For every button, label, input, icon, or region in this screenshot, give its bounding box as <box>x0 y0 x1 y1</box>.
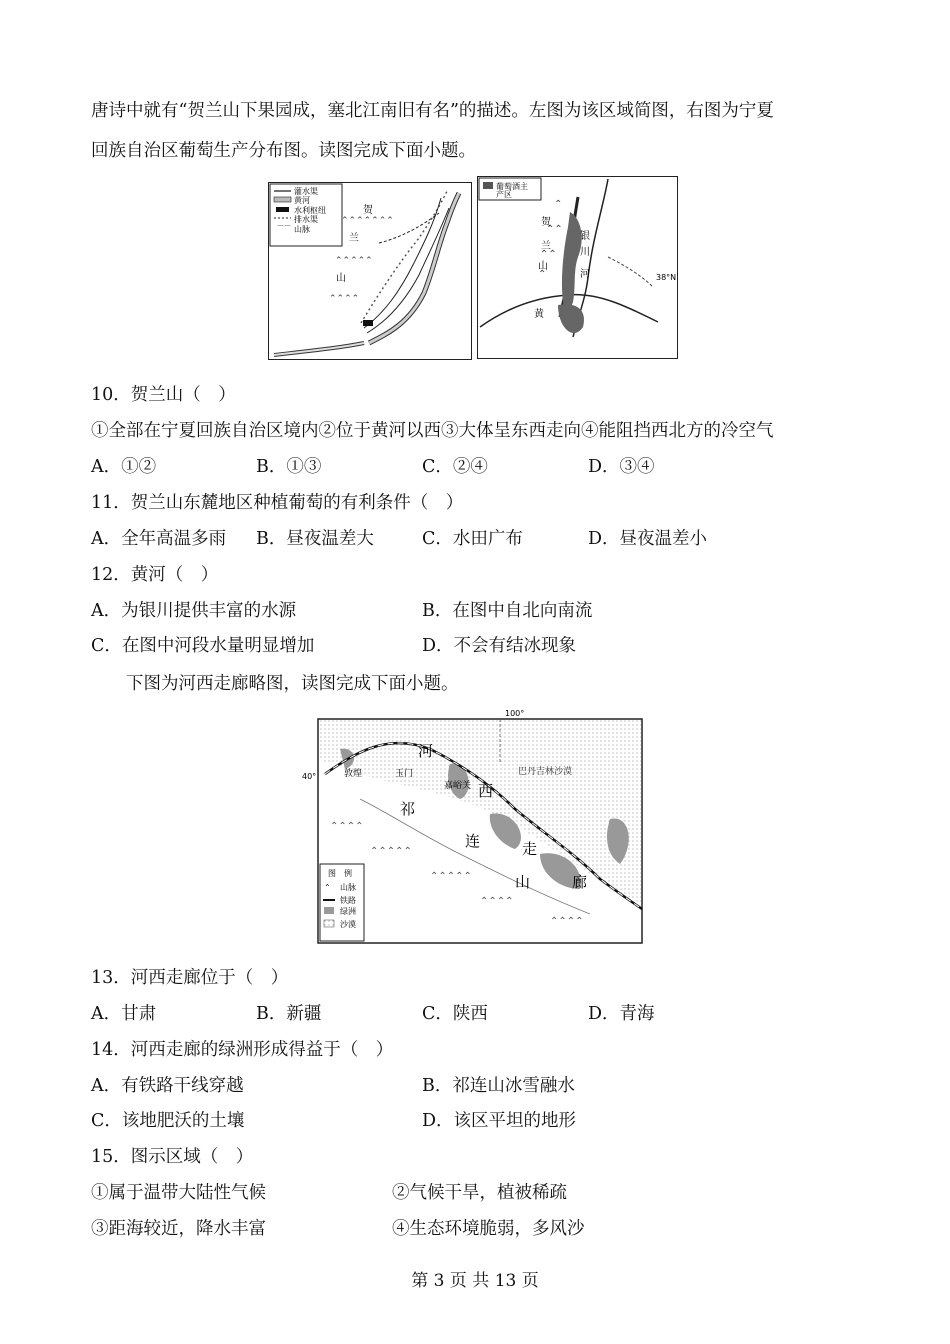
q13-option-a[interactable]: A．甘肃 <box>91 1004 157 1024</box>
legend-hydro-hub: 水利枢纽 <box>294 206 326 215</box>
label-chuan: 川 <box>580 247 590 258</box>
label-he: 贺 <box>363 205 373 216</box>
q10-stem: 10．贺兰山（ ） <box>91 385 236 405</box>
q11-option-a[interactable]: A．全年高温多雨 <box>91 529 227 549</box>
q10-option-b[interactable]: B．①③ <box>256 457 322 477</box>
legend-desert: 沙漠 <box>340 920 356 929</box>
q14-option-b[interactable]: B．祁连山冰雪融水 <box>422 1076 575 1096</box>
svg-text:⌃⌃⌃⌃: ⌃⌃⌃⌃ <box>480 896 514 907</box>
legend-wine-region-1: 葡萄酒主 <box>496 182 528 191</box>
svg-text:⌃⌃⌃⌃⌃: ⌃⌃⌃⌃⌃ <box>335 256 373 266</box>
q15-statement-3: ③距海较近，降水丰富 <box>91 1219 266 1239</box>
q15-stem: 15．图示区域（ ） <box>91 1147 254 1167</box>
q12-option-a[interactable]: A．为银川提供丰富的水源 <box>91 601 297 621</box>
label-lan: 兰 <box>541 241 551 252</box>
svg-text:⌃: ⌃ <box>324 883 331 892</box>
city-dunhuang: 敦煌 <box>344 769 363 779</box>
svg-text:⌃: ⌃ <box>538 269 547 280</box>
label-shan: 山 <box>336 273 346 284</box>
svg-text:⌃⌃⌃⌃: ⌃⌃⌃⌃ <box>330 821 364 832</box>
legend-title: 图 例 <box>328 869 352 878</box>
svg-text:⌃⌃⌃⌃: ⌃⌃⌃⌃ <box>550 916 584 927</box>
legend-irrigation: 灌水渠 <box>294 187 318 196</box>
label-lan: 兰 <box>349 233 359 244</box>
label-qi: 祁 <box>400 800 416 818</box>
q15-statement-1: ①属于温带大陆性气候 <box>91 1183 266 1203</box>
intro-line-1: 唐诗中就有“贺兰山下果园成，塞北江南旧有名”的描述。左图为该区域简图，右图为宁夏 <box>91 101 774 121</box>
page-footer: 第 3 页 共 13 页 <box>411 1271 539 1291</box>
label-river: 河 <box>580 269 590 280</box>
svg-text:⌃: ⌃ <box>554 199 563 210</box>
q10-statements: ①全部在宁夏回族自治区境内②位于黄河以西③大体呈东西走向④能阻挡西北方的冷空气 <box>91 421 774 441</box>
desert-badain-jaran: 巴丹吉林沙漠 <box>518 767 573 777</box>
q12-option-b[interactable]: B．在图中自北向南流 <box>422 601 593 621</box>
legend-wine-region-2: 产区 <box>496 190 512 199</box>
svg-text:⌒⌒: ⌒⌒ <box>277 225 291 233</box>
q12-option-d[interactable]: D．不会有结冰现象 <box>422 636 577 656</box>
legend-mountain: 山脉 <box>340 883 356 892</box>
legend-drainage: 排水渠 <box>294 215 318 224</box>
city-jiayuguan: 嘉峪关 <box>444 781 472 791</box>
q14-option-a[interactable]: A．有铁路干线穿越 <box>91 1076 244 1096</box>
label-xi-corridor: 西 <box>478 782 494 800</box>
q11-stem: 11．贺兰山东麓地区种植葡萄的有利条件（ ） <box>91 493 464 513</box>
q15-statement-2: ②气候干旱，植被稀疏 <box>392 1183 567 1203</box>
svg-text:⌃⌃⌃⌃⌃: ⌃⌃⌃⌃⌃ <box>370 846 412 857</box>
q11-option-b[interactable]: B．昼夜温差大 <box>256 529 374 549</box>
label-yellow: 黄 <box>534 309 544 320</box>
intro-line-2: 回族自治区葡萄生产分布图。读图完成下面小题。 <box>91 141 476 161</box>
svg-text:⌃⌃⌃⌃⌃: ⌃⌃⌃⌃⌃ <box>430 871 472 882</box>
q11-option-c[interactable]: C．水田广布 <box>422 529 523 549</box>
q11-option-d[interactable]: D．昼夜温差小 <box>588 529 708 549</box>
intro-hexi: 下图为河西走廊略图，读图完成下面小题。 <box>126 674 459 694</box>
label-shan: 山 <box>515 873 531 891</box>
q15-statement-4: ④生态环境脆弱，多风沙 <box>392 1219 585 1239</box>
q10-option-c[interactable]: C．②④ <box>422 457 488 477</box>
q12-option-c[interactable]: C．在图中河段水量明显增加 <box>91 636 315 656</box>
q13-option-c[interactable]: C．陕西 <box>422 1004 488 1024</box>
q13-stem: 13．河西走廊位于（ ） <box>91 968 289 988</box>
label-he-corridor: 河 <box>418 742 434 760</box>
legend-yellow-river: 黄河 <box>294 196 310 205</box>
svg-text:⌃⌃⌃⌃⌃⌃⌃: ⌃⌃⌃⌃⌃⌃⌃ <box>341 216 394 226</box>
label-lang: 廊 <box>572 873 588 891</box>
q10-option-d[interactable]: D．③④ <box>588 457 655 477</box>
parallel-40: 40° <box>302 772 317 781</box>
label-lian: 连 <box>465 832 481 850</box>
q12-stem: 12．黄河（ ） <box>91 565 219 585</box>
legend-oasis: 绿洲 <box>340 907 356 916</box>
svg-text:⌃⌃⌃⌃: ⌃⌃⌃⌃ <box>329 294 360 304</box>
label-shan: 山 <box>538 261 548 272</box>
city-yumen: 玉门 <box>395 769 414 779</box>
q13-option-b[interactable]: B．新疆 <box>256 1004 322 1024</box>
legend-railway: 铁路 <box>340 896 356 905</box>
meridian-100: 100° <box>505 709 525 718</box>
svg-text:⌃⌃: ⌃⌃ <box>546 224 563 235</box>
q13-option-d[interactable]: D．青海 <box>588 1004 655 1024</box>
q14-stem: 14．河西走廊的绿洲形成得益于（ ） <box>91 1040 394 1060</box>
q10-option-a[interactable]: A．①② <box>91 457 157 477</box>
hexi-corridor-map <box>300 704 646 946</box>
label-38n: 38°N <box>656 273 677 282</box>
svg-text:⌃⌃: ⌃⌃ <box>540 249 557 260</box>
label-yin: 银 <box>580 231 590 242</box>
q14-option-c[interactable]: C．该地肥沃的土壤 <box>91 1111 245 1131</box>
helan-region-map <box>268 182 472 360</box>
legend-mountain: 山脉 <box>294 225 310 234</box>
label-zou: 走 <box>522 840 538 858</box>
grape-distribution-map <box>477 176 678 359</box>
q14-option-d[interactable]: D．该区平坦的地形 <box>422 1111 577 1131</box>
label-he: 贺 <box>541 217 551 228</box>
